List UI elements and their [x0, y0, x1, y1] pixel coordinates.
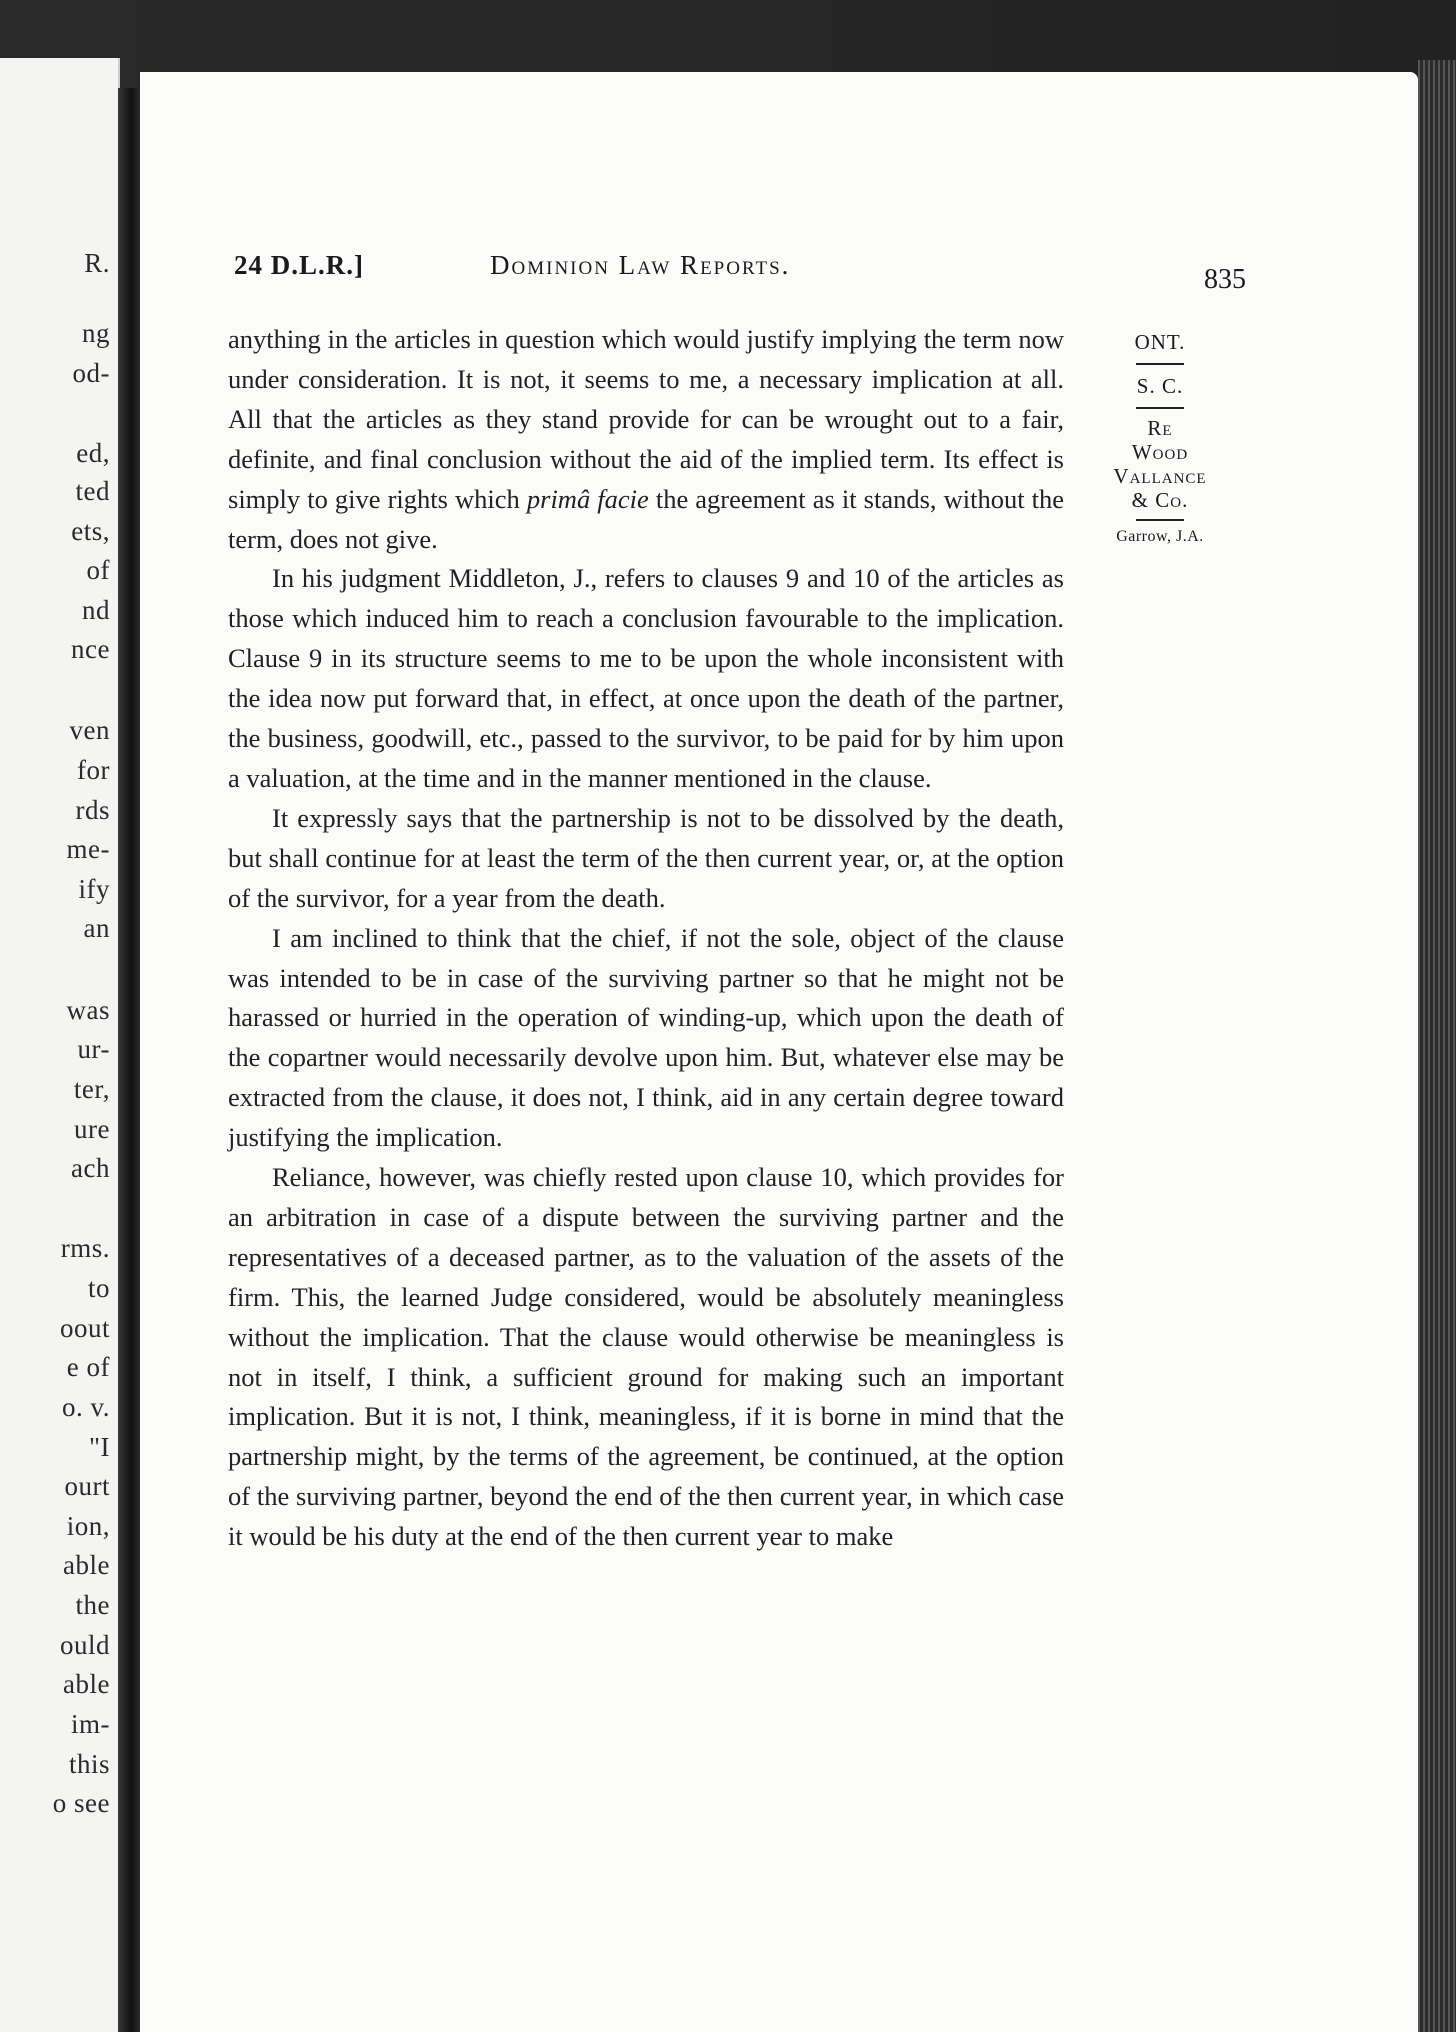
left-fragment: able — [63, 1669, 110, 1699]
case-name-line: & Co. — [1131, 488, 1189, 512]
page-stack-edge — [1418, 60, 1456, 2032]
left-fragment: oout — [59, 1313, 110, 1343]
left-fragment: od- — [72, 358, 110, 388]
left-fragment: the — [75, 1590, 110, 1620]
left-fragment: ng — [82, 318, 110, 348]
left-fragment: ets, — [71, 516, 110, 546]
running-head — [234, 250, 1246, 295]
divider — [1136, 407, 1184, 409]
left-fragment: ed, — [76, 438, 110, 468]
left-fragment: this — [68, 1749, 110, 1779]
page-number: 835 — [1204, 264, 1246, 295]
left-fragment: R. — [84, 248, 110, 278]
paragraph: I am inclined to think that the chief, if not the sole, object of the clause was intended to be in case of the surviving partner so that he might not be harassed or hurried in the operation of winding-up, which upon the death of the copartner would necessarily devolve upon him. But, whatever else may be extracted from the clause, it does not, I think, aid in any certain degree toward justifying the implication. — [228, 922, 1064, 1153]
left-fragment: ur- — [77, 1034, 110, 1064]
book-gutter — [118, 88, 140, 2032]
case-name-line: Wood — [1131, 440, 1189, 464]
left-fragment: ted — [75, 476, 110, 506]
left-fragment: for — [77, 755, 110, 785]
left-fragment: to — [87, 1273, 110, 1303]
left-fragment: ven — [69, 715, 110, 745]
judge-name: Garrow, J.A. — [1116, 528, 1204, 545]
left-fragment: of — [86, 555, 110, 585]
left-fragment: im- — [71, 1709, 110, 1739]
paragraph — [228, 320, 1064, 559]
left-fragment: rms. — [60, 1233, 110, 1263]
left-fragment: nce — [71, 634, 110, 664]
volume-label: 24 D.L.R.] — [234, 250, 364, 280]
report-title: Dominion Law Reports. — [490, 250, 791, 280]
left-page-edge — [0, 58, 120, 2032]
left-fragment: rds — [75, 795, 110, 825]
left-fragment: able — [63, 1550, 110, 1580]
paragraph: It expressly says that the partnership is not to be dissolved by the death, but shall continue for at least the term of the then current year, or, at the option of the survivor, for a year from the death. — [228, 802, 1064, 913]
body-text — [228, 320, 1064, 1557]
left-fragment: was — [66, 995, 110, 1025]
left-fragment: e of — [66, 1352, 110, 1382]
province-label: ONT. — [1134, 330, 1186, 354]
left-fragment: ure — [74, 1114, 110, 1144]
court-label: S. C. — [1136, 374, 1184, 398]
left-fragment: ter, — [73, 1074, 110, 1104]
left-fragment: ourt — [64, 1471, 110, 1501]
paragraph: Reliance, however, was chiefly rested upon clause 10, which provides for an arbitration in case of a dispute between the surviving partner and the representatives of a deceased partner, as to the valuation of the assets of the firm. This, the learned Judge considered, would be absolutely meaningless without the implication. That the clause would otherwise be meaningless is not in itself, I think, a sufficient ground for making such an important implication. But it is not, I think, meaningless, if it is borne in mind that the partnership might, by the terms of the agreement, be continued, at the option of the surviving partner, beyond the end of the then current year, in which case it would be his duty at the end of the then current year to make — [228, 1162, 1064, 1552]
case-name-line: Vallance — [1113, 464, 1207, 488]
left-fragment: nd — [82, 595, 110, 625]
left-fragment: me- — [66, 834, 110, 864]
italic-phrase: primâ facie — [526, 483, 649, 514]
left-fragment: ould — [59, 1630, 110, 1660]
paragraph: In his judgment Middleton, J., refers to clauses 9 and 10 of the articles as those which induced him to reach a conclusion favourable to the implication. Clause 9 in its structure seems to me to be upon the whole inconsistent with the idea now put forward that, in effect, at once upon the death of the partner, the business, goodwill, etc., passed to the survivor, to be paid for by him upon a valuation, at the time and in the manner mentioned in the clause. — [228, 563, 1064, 793]
left-fragment: "I — [88, 1432, 110, 1462]
left-fragment: o see — [52, 1788, 110, 1818]
paragraph-text: the agreement as it stands, without the term, does not give. — [228, 483, 1065, 554]
left-fragment: ion, — [66, 1511, 110, 1541]
paragraph-text: anything in the articles in question which would justify implying the term now under consideration. It is not, it seems to me, a necessary implication at all. All that the articles as they stand provide for can be wrought out to a fair, definite, and final conclusion without the aid of the implied term. Its effect is simply to give rights which — [228, 324, 1064, 514]
divider — [1136, 363, 1184, 365]
margin-note — [1090, 328, 1230, 546]
left-fragment: ach — [71, 1153, 110, 1183]
left-fragment: o. v. — [62, 1392, 110, 1422]
left-fragment: ify — [78, 874, 110, 904]
divider — [1136, 519, 1184, 521]
left-fragment: an — [83, 913, 110, 943]
case-name-line: Re — [1147, 416, 1173, 440]
